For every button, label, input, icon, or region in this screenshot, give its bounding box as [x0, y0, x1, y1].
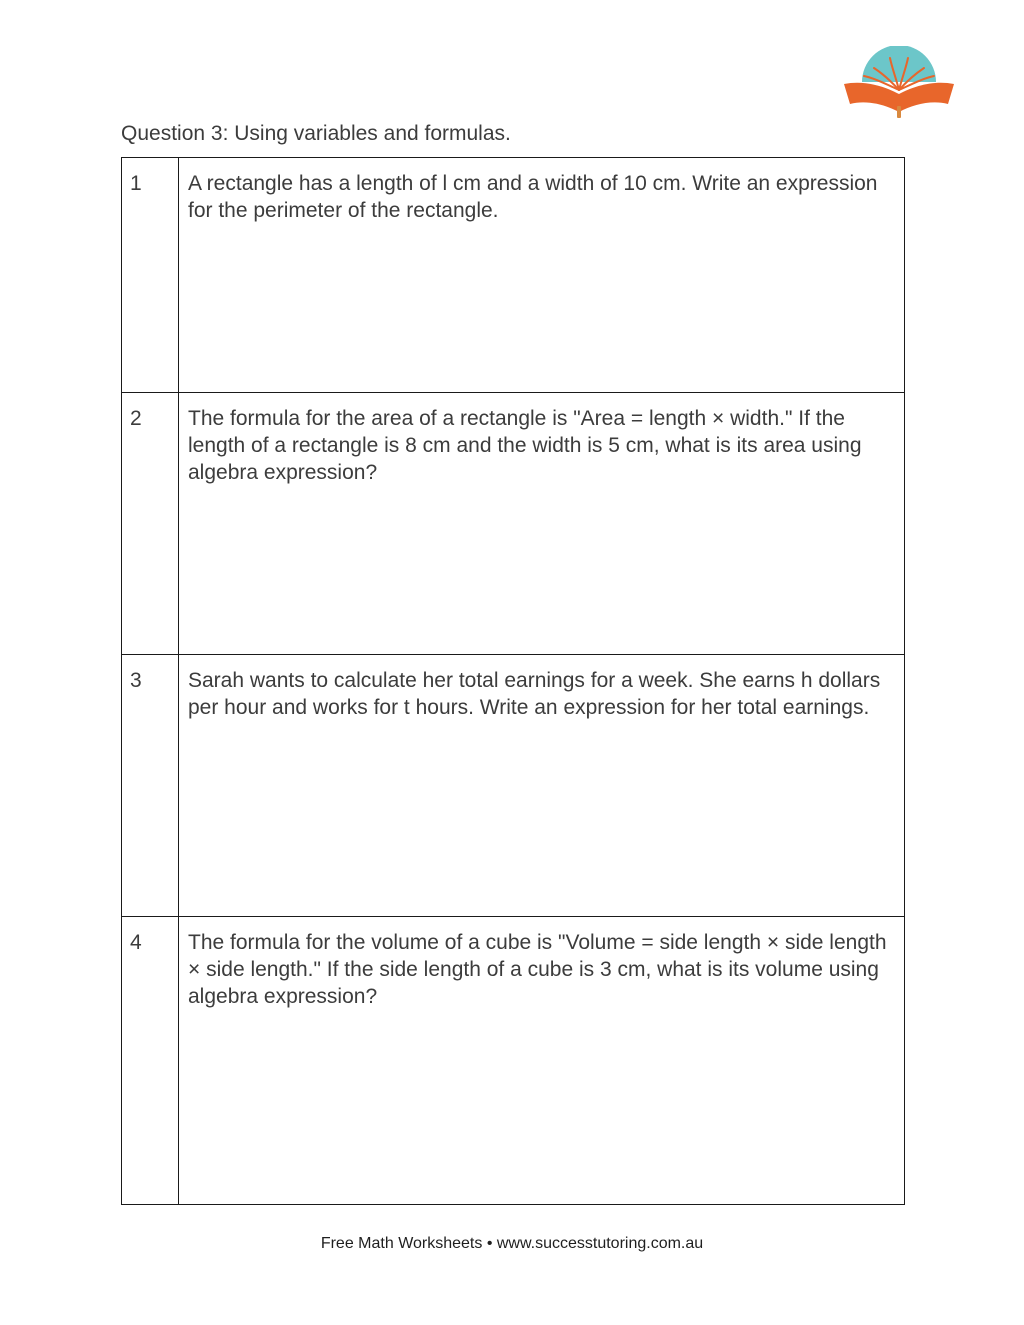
table-row: [122, 655, 905, 917]
open-book-logo-icon: [840, 46, 958, 120]
table-row: [122, 158, 905, 393]
question-text-cell: [179, 917, 905, 1205]
table-row: [122, 917, 905, 1205]
question-text: Sarah wants to calculate her total earnings for a week. She earns h dollars per hour and works for t hours. Write an expression for her total earnings.: [188, 669, 881, 719]
questions-table: [121, 157, 905, 1205]
question-number: 2: [130, 407, 142, 430]
question-number-cell: [122, 393, 179, 655]
question-number: 3: [130, 669, 142, 692]
question-text-cell: [179, 655, 905, 917]
question-number-cell: [122, 158, 179, 393]
page-footer: Free Math Worksheets • www.successtutoring.com.au: [320, 1235, 704, 1252]
question-text: The formula for the area of a rectangle is "Area = length × width." If the length of a rectangle is 8 cm and the width is 5 cm, what is its area using algebra expression?: [188, 407, 862, 484]
question-number: 4: [130, 931, 142, 954]
question-text: The formula for the volume of a cube is "Volume = side length × side length × side length." If the side length of a cube is 3 cm, what is its volume using algebra expression?: [188, 931, 887, 1008]
question-text-cell: [179, 158, 905, 393]
question-number-cell: [122, 917, 179, 1205]
question-number-cell: [122, 655, 179, 917]
table-row: [122, 393, 905, 655]
question-text: A rectangle has a length of l cm and a width of 10 cm. Write an expression for the perimeter of the rectangle.: [188, 172, 878, 222]
section-heading: Question 3: Using variables and formulas.: [121, 122, 511, 145]
question-text-cell: [179, 393, 905, 655]
question-number: 1: [130, 172, 142, 195]
